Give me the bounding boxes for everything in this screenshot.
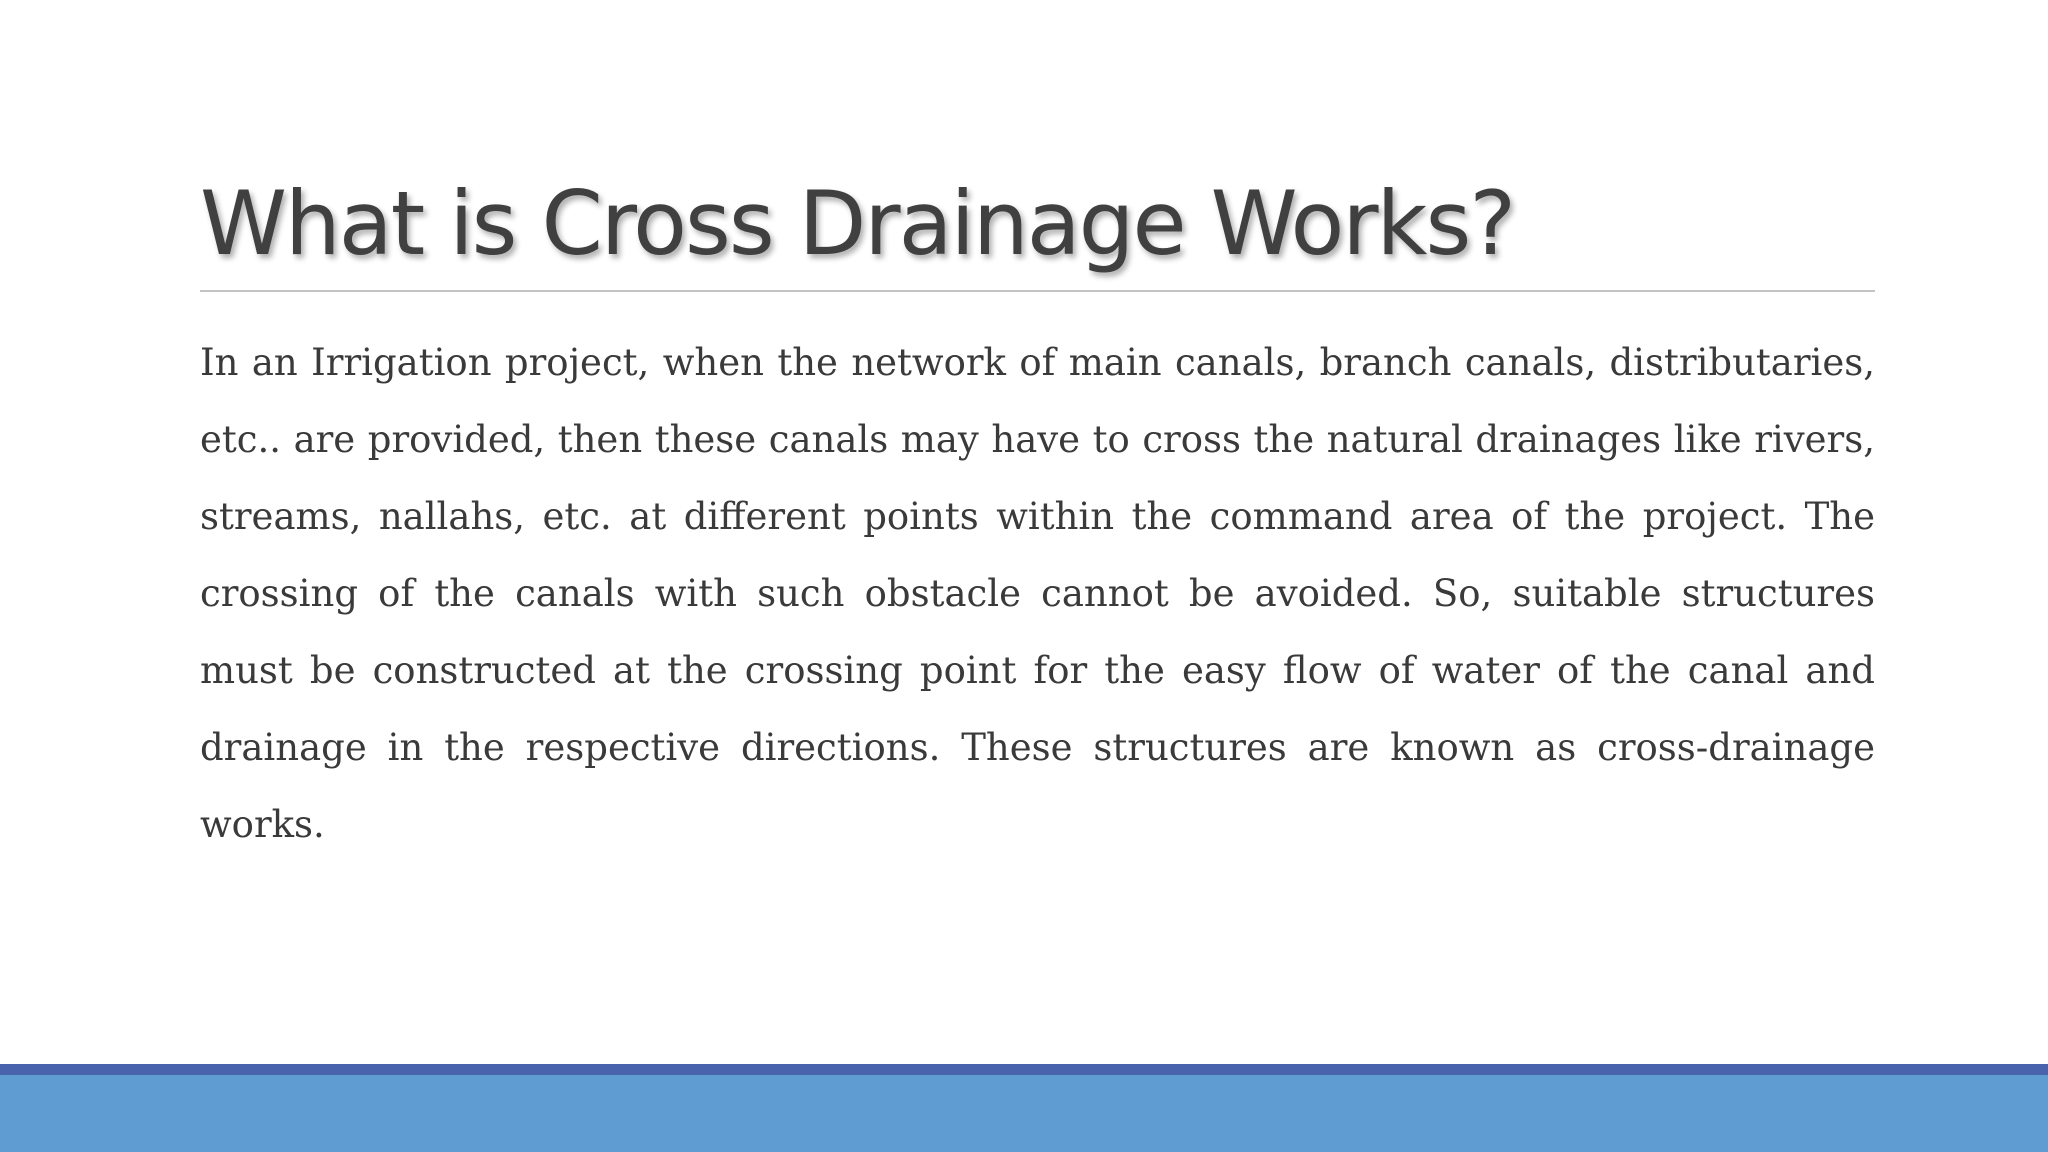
- slide-body-paragraph: In an Irrigation project, when the network of main canals, branch canals, distributaries, etc.. are provided, then these canals may have to cross the natural drainages like rivers, streams, nallahs, etc. at different points within the command area of the project. The crossing of the canals with such obstacle cannot be avoided. So, suitable structures must be constructed at the crossing point for the easy flow of water of the canal and drainage in the respective directions. These structures are known as cross-drainage works.: [200, 341, 1875, 846]
- footer-accent-line: [0, 1064, 2048, 1075]
- footer-band: [0, 1064, 2048, 1152]
- title-divider: [200, 290, 1875, 292]
- slide-title: What is Cross Drainage Works?: [200, 172, 1515, 275]
